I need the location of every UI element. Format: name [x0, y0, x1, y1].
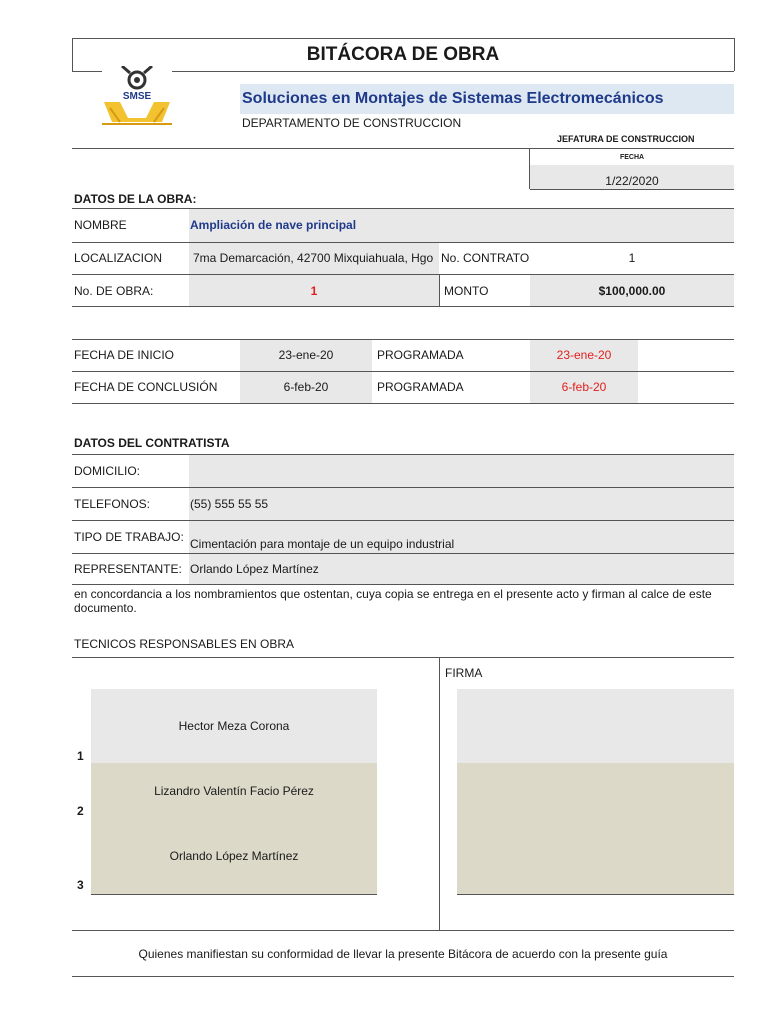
telefonos-label: TELEFONOS: [74, 497, 151, 511]
tecnico-name-3: Orlando López Martínez [169, 849, 299, 863]
company-name: Soluciones en Montajes de Sistemas Electromecánicos [242, 90, 664, 107]
conclusion-label: FECHA DE CONCLUSIÓN [74, 380, 218, 394]
logo-text: SMSE [122, 91, 152, 102]
tecnico-num-3: 3 [77, 878, 84, 892]
jefatura-label: JEFATURA DE CONSTRUCCION [557, 134, 695, 144]
firma-label: FIRMA [445, 666, 483, 680]
tipo-label: TIPO DE TRABAJO: [74, 530, 184, 544]
tecnico-name-1: Hector Meza Corona [178, 719, 290, 733]
obra-section-title: DATOS DE LA OBRA: [74, 192, 197, 206]
monto-value: $100,000.00 [598, 284, 666, 298]
representante-label: REPRESENTANTE: [74, 562, 182, 576]
localizacion-value: 7ma Demarcación, 42700 Mixquiahuala, Hgo [193, 251, 434, 265]
footer-text: Quienes manifiestan su conformidad de llevar la presente Bitácora de acuerdo con la presente guía [138, 947, 668, 961]
inicio-label: FECHA DE INICIO [74, 348, 175, 362]
conclusion-programada-label: PROGRAMADA [377, 380, 464, 394]
telefonos-value: (55) 555 55 55 [190, 497, 269, 511]
domicilio-label: DOMICILIO: [74, 464, 141, 478]
tipo-value: Cimentación para montaje de un equipo industrial [190, 537, 455, 551]
representante-value: Orlando López Martínez [190, 562, 319, 576]
localizacion-label: LOCALIZACION [74, 251, 163, 265]
inicio-value: 23-ene-20 [278, 348, 334, 362]
num-obra-label: No. DE OBRA: [74, 284, 154, 298]
company-logo [100, 66, 174, 128]
num-obra-value: 1 [310, 284, 318, 298]
note-text: en concordancia a los nombramientos que ostentan, cuya copia se entrega en el presente acto y firman al calce de este documento. [74, 587, 712, 615]
nombre-label: NOMBRE [74, 218, 127, 232]
inicio-programada-label: PROGRAMADA [377, 348, 464, 362]
tecnicos-title: TECNICOS RESPONSABLES EN OBRA [74, 637, 295, 651]
tecnico-name-2: Lizandro Valentín Facio Pérez [154, 784, 314, 798]
fecha-label: FECHA [619, 154, 645, 161]
contratista-section-title: DATOS DEL CONTRATISTA [74, 436, 230, 450]
inicio-programada-value: 23-ene-20 [556, 348, 612, 362]
document-title: BITÁCORA DE OBRA [306, 44, 500, 65]
conclusion-programada-value: 6-feb-20 [561, 380, 607, 394]
department-label: DEPARTAMENTO DE CONSTRUCCION [242, 116, 462, 130]
contrato-value: 1 [628, 251, 636, 265]
tecnico-num-2: 2 [77, 804, 84, 818]
monto-label: MONTO [444, 284, 489, 298]
conclusion-value: 6-feb-20 [283, 380, 329, 394]
tecnico-num-1: 1 [77, 749, 84, 763]
fecha-value: 1/22/2020 [605, 174, 659, 188]
nombre-value: Ampliación de nave principal [190, 218, 357, 232]
contrato-label: No. CONTRATO [441, 251, 530, 265]
